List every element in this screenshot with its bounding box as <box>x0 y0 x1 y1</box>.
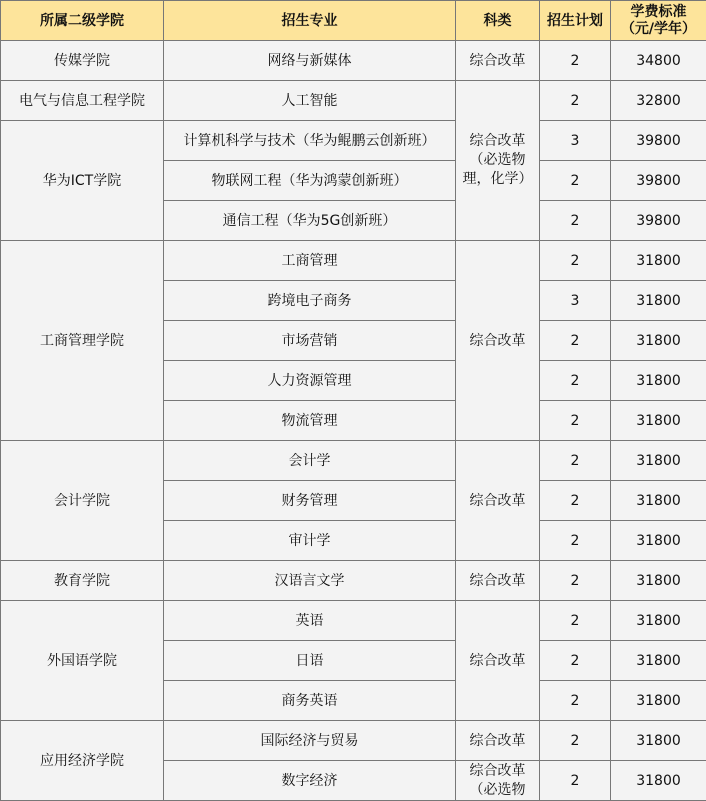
plan-cell: 2 <box>540 161 611 201</box>
major-cell: 会计学 <box>164 441 456 481</box>
major-cell: 日语 <box>164 641 456 681</box>
plan-cell: 2 <box>540 521 611 561</box>
plan-cell: 2 <box>540 41 611 81</box>
plan-cell: 2 <box>540 321 611 361</box>
header-fee-line2: （元/学年） <box>620 20 697 37</box>
fee-cell: 31800 <box>611 241 706 281</box>
header-major: 招生专业 <box>164 1 456 41</box>
table-row <box>1 121 706 161</box>
major-cell: 通信工程（华为5G创新班） <box>164 201 456 241</box>
fee-cell: 31800 <box>611 441 706 481</box>
major-cell: 数字经济 <box>164 761 456 801</box>
plan-cell: 3 <box>540 281 611 321</box>
plan-cell: 2 <box>540 641 611 681</box>
fee-cell: 32800 <box>611 81 706 121</box>
subject-cell: 综合改革 <box>456 721 540 761</box>
table-row <box>1 561 706 601</box>
plan-cell: 2 <box>540 361 611 401</box>
header-college: 所属二级学院 <box>1 1 164 41</box>
major-cell: 人工智能 <box>164 81 456 121</box>
header-fee-line1: 学费标准 <box>630 3 687 20</box>
table-row <box>1 441 706 481</box>
fee-cell: 39800 <box>611 121 706 161</box>
plan-cell: 2 <box>540 721 611 761</box>
fee-cell: 31800 <box>611 681 706 721</box>
college-cell: 教育学院 <box>1 561 164 601</box>
fee-cell: 31800 <box>611 521 706 561</box>
fee-cell: 31800 <box>611 641 706 681</box>
subject-cell: 综合改革（必选物理，化学） <box>456 81 540 241</box>
plan-cell: 2 <box>540 81 611 121</box>
plan-cell: 2 <box>540 441 611 481</box>
fee-cell: 39800 <box>611 201 706 241</box>
major-cell: 汉语言文学 <box>164 561 456 601</box>
major-cell: 物联网工程（华为鸿蒙创新班） <box>164 161 456 201</box>
college-cell: 工商管理学院 <box>1 241 164 441</box>
college-cell: 华为ICT学院 <box>1 121 164 241</box>
plan-cell: 2 <box>540 241 611 281</box>
fee-cell: 31800 <box>611 281 706 321</box>
plan-cell: 2 <box>540 481 611 521</box>
subject-cell: 综合改革 <box>456 441 540 561</box>
header-plan: 招生计划 <box>540 1 611 41</box>
college-cell: 会计学院 <box>1 441 164 561</box>
header-subject: 科类 <box>456 1 540 41</box>
major-cell: 财务管理 <box>164 481 456 521</box>
fee-cell: 31800 <box>611 561 706 601</box>
major-cell: 国际经济与贸易 <box>164 721 456 761</box>
major-cell: 审计学 <box>164 521 456 561</box>
plan-cell: 2 <box>540 601 611 641</box>
college-cell: 外国语学院 <box>1 601 164 721</box>
subject-cell: 综合改革 <box>456 601 540 721</box>
fee-cell: 31800 <box>611 321 706 361</box>
college-cell: 应用经济学院 <box>1 721 164 801</box>
major-cell: 英语 <box>164 601 456 641</box>
fee-cell: 31800 <box>611 761 706 801</box>
major-cell: 市场营销 <box>164 321 456 361</box>
fee-cell: 31800 <box>611 401 706 441</box>
header-row <box>1 1 706 41</box>
fee-cell: 39800 <box>611 161 706 201</box>
major-cell: 人力资源管理 <box>164 361 456 401</box>
header-fee <box>611 1 706 41</box>
major-cell: 计算机科学与技术（华为鲲鹏云创新班） <box>164 121 456 161</box>
fee-cell: 34800 <box>611 41 706 81</box>
plan-cell: 2 <box>540 761 611 801</box>
college-cell: 电气与信息工程学院 <box>1 81 164 121</box>
major-cell: 物流管理 <box>164 401 456 441</box>
major-cell: 商务英语 <box>164 681 456 721</box>
fee-cell: 31800 <box>611 481 706 521</box>
subject-cell: 综合改革 <box>456 241 540 441</box>
table-row <box>1 601 706 641</box>
fee-cell: 31800 <box>611 721 706 761</box>
subject-cell: 综合改革 <box>456 561 540 601</box>
table-row <box>1 41 706 81</box>
subject-cell: 综合改革 <box>456 41 540 81</box>
fee-cell: 31800 <box>611 601 706 641</box>
subject-cell: 综合改革（必选物 <box>456 761 540 801</box>
major-cell: 网络与新媒体 <box>164 41 456 81</box>
fee-cell: 31800 <box>611 361 706 401</box>
plan-cell: 2 <box>540 201 611 241</box>
plan-cell: 3 <box>540 121 611 161</box>
table-row <box>1 81 706 121</box>
major-cell: 工商管理 <box>164 241 456 281</box>
table-row <box>1 721 706 761</box>
college-cell: 传媒学院 <box>1 41 164 81</box>
plan-cell: 2 <box>540 401 611 441</box>
plan-cell: 2 <box>540 561 611 601</box>
plan-cell: 2 <box>540 681 611 721</box>
major-cell: 跨境电子商务 <box>164 281 456 321</box>
table-row <box>1 241 706 281</box>
